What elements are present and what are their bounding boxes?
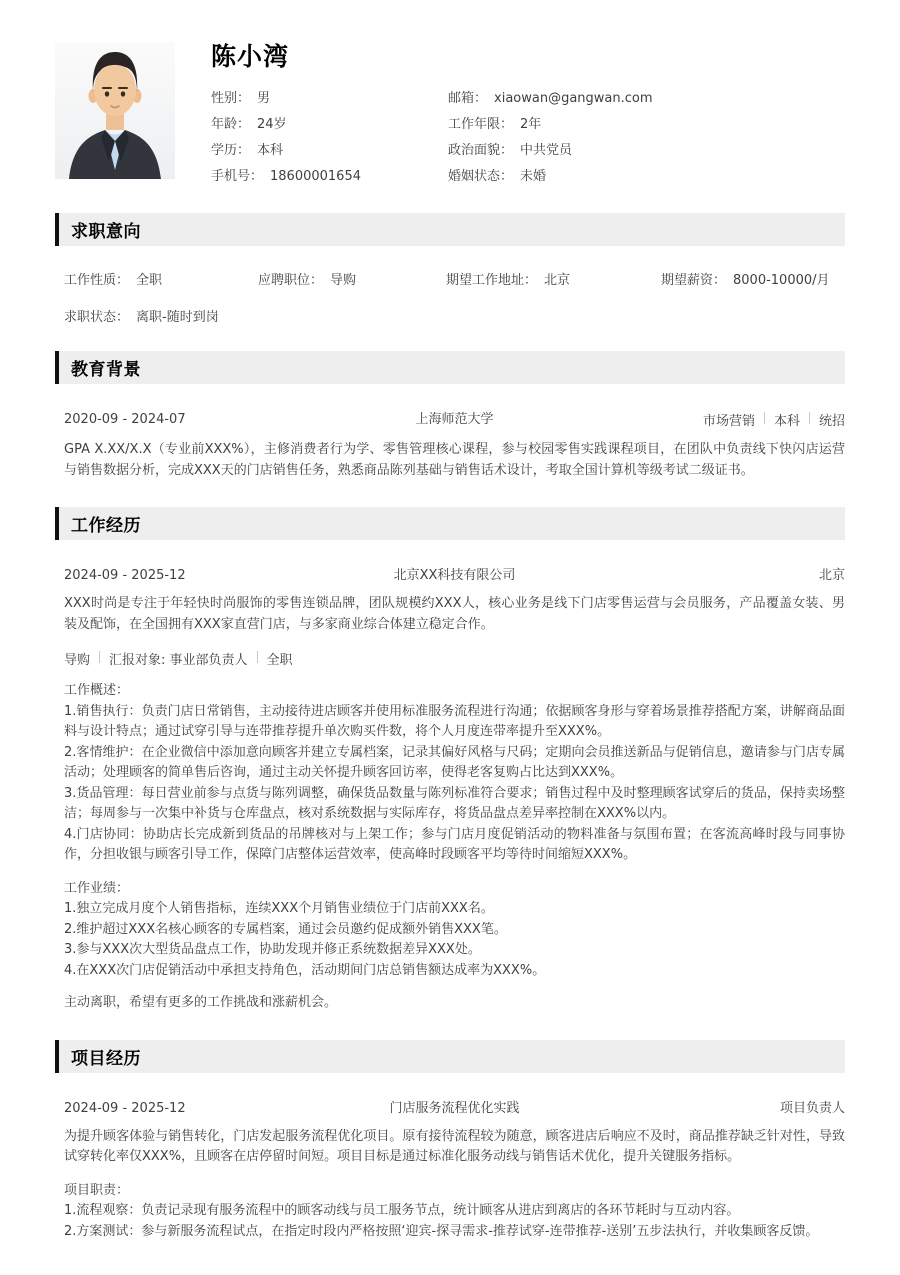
work-role: 导购 [64,653,91,668]
profile-photo [55,42,175,179]
info-political: 政治面貌： 中共党员 [448,142,573,158]
work-result-item: 1.独立完成月度个人销售指标，连续XXX个月销售业绩位于门店前XXX名。 [64,901,494,916]
work-overview-title: 工作概述： [64,683,130,698]
work-period: 2024-09 - 2025-12 [64,568,186,583]
info-marital: 婚姻状态： 未婚 [448,168,547,184]
project-duties-title: 项目职责： [64,1182,130,1198]
section-title: 工作经历 [71,516,141,536]
work-result-item: 2.维护超过XXX名核心顾客的专属档案，通过会员邀约促成额外销售XXX笔。 [64,921,507,937]
project-duty-item: 2.方案测试：参与新服务流程试点，在指定时段内严格按照‘迎宾-探寻需求-推荐试穿-连带推荐-送别’五步法执行，并收集顾客反馈。 [64,1223,819,1239]
resume-header [55,42,845,187]
divider [809,412,810,424]
education-degree: 本科 [773,414,800,429]
work-entry-row [55,564,845,583]
project-duties-block [55,1181,845,1243]
work-result-item: 3.参与XXX次大型货品盘点工作，协助发现并修正系统数据差异XXX处。 [64,942,481,957]
education-description: GPA X.XX/X.X（专业前XXX%），主修消费者行为学、零售管理核心课程，参与校园零售实践课程项目，在团队中负责线下快闪店运营与销售数据分析，完成XXX天的门店销售任务，熟悉商品陈列基础与销售话术设计，考取全国计算机等级考试二级证书。 [64,442,845,478]
intent-position: 应聘职位： 导购 [258,273,357,288]
work-overview-item: 1.销售执行：负责门店日常销售，主动接待进店顾客并使用标准服务流程进行沟通；依据顾客身形与穿着场景推荐搭配方案，讲解商品面料与设计特点；通过试穿引导与连带推荐提升单次购买件数，将个人月度连带率提升至XXX%。 [64,703,845,739]
intention-grid [55,269,845,325]
info-degree: 学历： 本科 [211,142,284,158]
identity-block [211,42,845,187]
section-title: 项目经历 [71,1048,141,1069]
info-years: 工作年限： 2年 [448,116,542,132]
divider [257,651,258,663]
project-name: 门店服务流程优化实践 [389,1100,520,1116]
company-intro: XXX时尚是专注于年轻快时尚服饰的零售连锁品牌，团队规模约XXX人，核心业务是线下门店零售运营与会员服务，产品覆盖女装、男装及配饰，在全国拥有XXX家直营门店，与多家商业综合体建立稳定合作。 [64,596,845,632]
work-results-title: 工作业绩： [64,880,130,896]
intent-salary: 期望薪资： 8000-10000/月 [661,273,830,288]
intent-location: 期望工作地址： 北京 [446,273,571,288]
info-email: 邮箱： xiaowan@gangwan.com [448,90,653,106]
section-project [55,1040,845,1243]
section-title: 求职意向 [71,222,141,242]
work-result-item: 4.在XXX次门店促销活动中承担支持角色，活动期间门店总销售额达成率为XXX%。 [64,962,546,978]
personal-info-grid [211,83,845,187]
section-title: 教育背景 [71,360,141,380]
section-header-work [55,507,845,540]
project-period: 2024-09 - 2025-12 [64,1100,186,1116]
project-duty-item: 1.流程观察：负责记录现有服务流程中的顾客动线与员工服务节点，统计顾客从进店到离店的各环节耗时与互动内容。 [64,1203,740,1218]
project-background: 为提升顾客体验与销售转化，门店发起服务流程优化项目。原有接待流程较为随意，顾客进店后响应不及时，商品推荐缺乏针对性，导致试穿转化率仅XXX%，且顾客在店停留时间短。项目目标是通过标准化服务动线与销售话术优化，提升关键服务指标。 [64,1128,845,1164]
info-age: 年龄： 24岁 [211,116,287,132]
education-tags [494,410,846,429]
intent-status: 求职状态： 离职-随时到岗 [64,310,219,325]
leaving-reason: 主动离职，希望有更多的工作挑战和涨薪机会。 [64,995,338,1010]
work-overview-item: 3.货品管理：每日营业前参与点货与陈列调整，确保货品数量与陈列标准符合要求；销售过程中及时整理顾客试穿后的货品，保持卖场整洁；每周参与一次集中补货与仓库盘点，核对系统数据与实际库存，将货品盘点差异率控制在XXX%以内。 [64,785,845,821]
intent-job-type: 工作性质： 全职 [64,273,163,288]
work-overview-block [55,681,845,866]
work-meta-row [55,649,845,668]
education-admission-type: 统招 [818,414,845,429]
candidate-name: 陈小湾 [211,42,290,71]
project-role: 项目负责人 [779,1100,845,1116]
info-phone: 手机号： 18600001654 [211,168,361,184]
info-gender: 性别： 男 [211,90,271,106]
work-company: 北京XX科技有限公司 [393,568,516,583]
work-location: 北京 [818,568,845,583]
education-school: 上海师范大学 [415,412,494,427]
section-header-intention [55,213,845,246]
work-overview-item: 4.门店协同：协助店长完成新到货品的吊牌核对与上架工作；参与门店月度促销活动的物料准备与氛围布置；在客流高峰时段与同事协作，分担收银与顾客引导工作，保障门店整体运营效率，使高峰时段顾客平均等待时间缩短XXX%。 [64,826,845,862]
divider [764,412,765,424]
divider [99,651,100,663]
section-header-education [55,351,845,384]
section-work [55,507,845,1014]
work-overview-item: 2.客情维护：在企业微信中添加意向顾客并建立专属档案，记录其偏好风格与尺码；定期向会员推送新品与促销信息，邀请参与门店专属活动；处理顾客的简单售后咨询，通过主动关怀提升顾客回访率，使得老客复购占比达到XXX%。 [64,744,845,780]
education-entry-row [55,408,845,429]
section-intention [55,213,845,325]
portrait-photo-icon [55,42,175,179]
section-header-project [55,1040,845,1073]
project-entry-row [55,1097,845,1116]
work-results-block [55,879,845,982]
education-period: 2020-09 - 2024-07 [64,412,186,427]
work-report-to: 汇报对象: 事业部负责人 [109,653,248,668]
education-major: 市场营销 [702,414,755,429]
work-job-type: 全职 [266,653,293,668]
section-education [55,351,845,481]
